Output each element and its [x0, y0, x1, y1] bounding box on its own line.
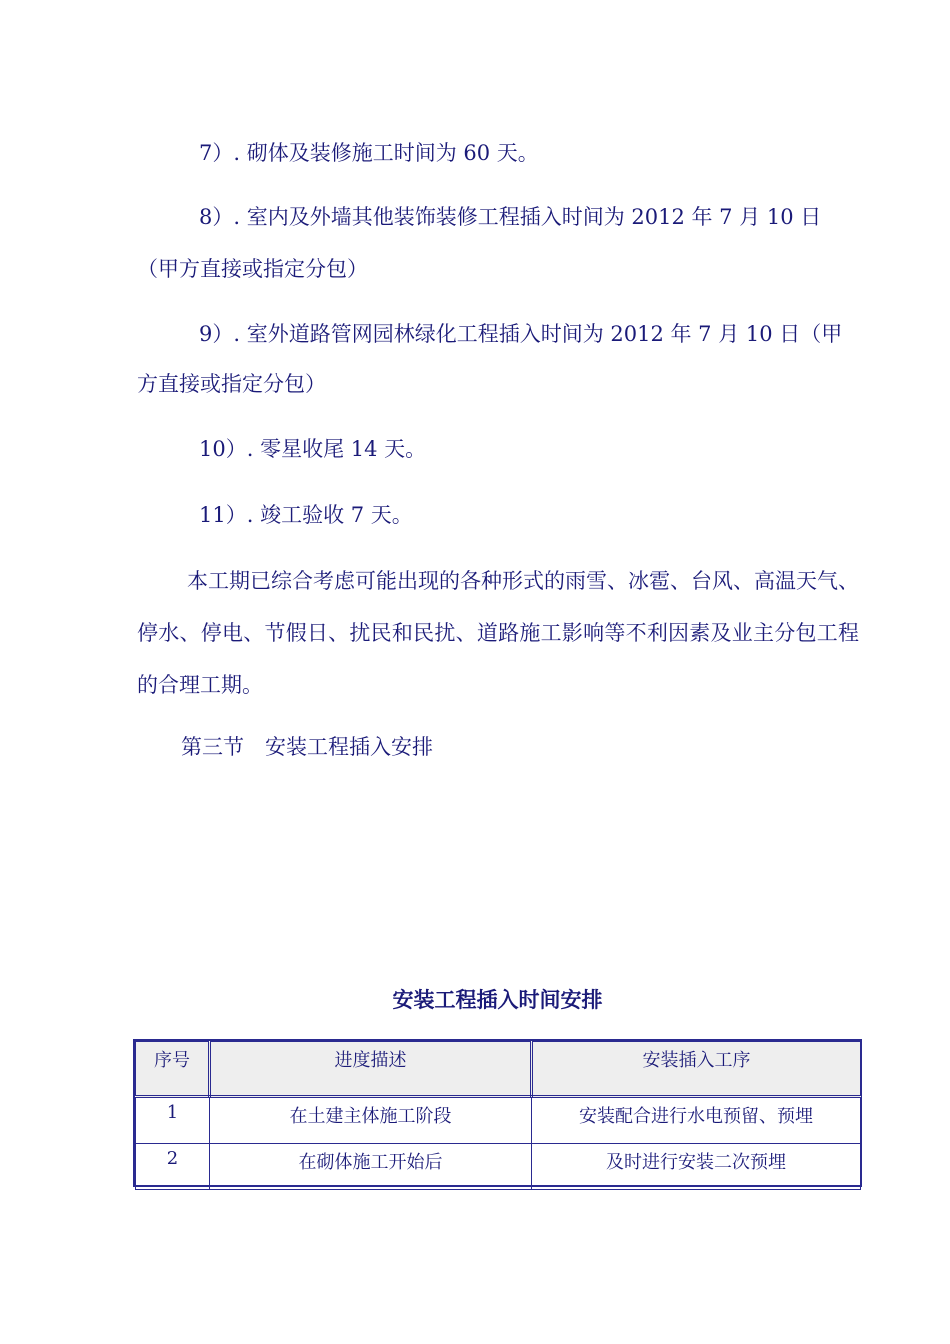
- paragraph-item-8-line-2: （甲方直接或指定分包）: [137, 257, 368, 281]
- cell-procedure: 安装配合进行水电预留、预埋: [532, 1097, 861, 1144]
- paragraph-item-8-line-1: 8）. 室内及外墙其他装饰装修工程插入时间为 2012 年 7 月 10 日: [199, 205, 822, 229]
- cell-description: 在土建主体施工阶段: [210, 1097, 532, 1144]
- table-row: [136, 1144, 861, 1190]
- header-cell-procedure: 安装插入工序: [532, 1042, 861, 1097]
- paragraph-item-9-line-1: 9）. 室外道路管网园林绿化工程插入时间为 2012 年 7 月 10 日（甲: [199, 322, 843, 346]
- cell-index: 1: [136, 1097, 210, 1144]
- paragraph-item-11: 11）. 竣工验收 7 天。: [199, 503, 413, 527]
- paragraph-item-10: 10）. 零星收尾 14 天。: [199, 437, 427, 461]
- header-cell-description: 进度描述: [210, 1042, 532, 1097]
- table-header-row: [136, 1042, 861, 1097]
- cell-description: 在砌体施工开始后: [210, 1144, 532, 1190]
- table-row: [136, 1097, 861, 1144]
- header-cell-index: 序号: [136, 1042, 210, 1097]
- table-title: 安装工程插入时间安排: [392, 987, 603, 1012]
- summary-paragraph: 本工期已综合考虑可能出现的各种形式的雨雪、冰雹、台风、高温天气、停水、停电、节假日、扰民和民扰、道路施工影响等不利因素及业主分包工程的合理工期。: [137, 569, 859, 697]
- cell-index: 2: [136, 1144, 210, 1190]
- section-heading: 第三节 安装工程插入安排: [181, 735, 433, 759]
- schedule-table: [133, 1039, 862, 1187]
- paragraph-item-9-line-2: 方直接或指定分包）: [137, 372, 326, 396]
- paragraph-item-7: 7）. 砌体及装修施工时间为 60 天。: [199, 141, 539, 165]
- cell-procedure: 及时进行安装二次预埋: [532, 1144, 861, 1190]
